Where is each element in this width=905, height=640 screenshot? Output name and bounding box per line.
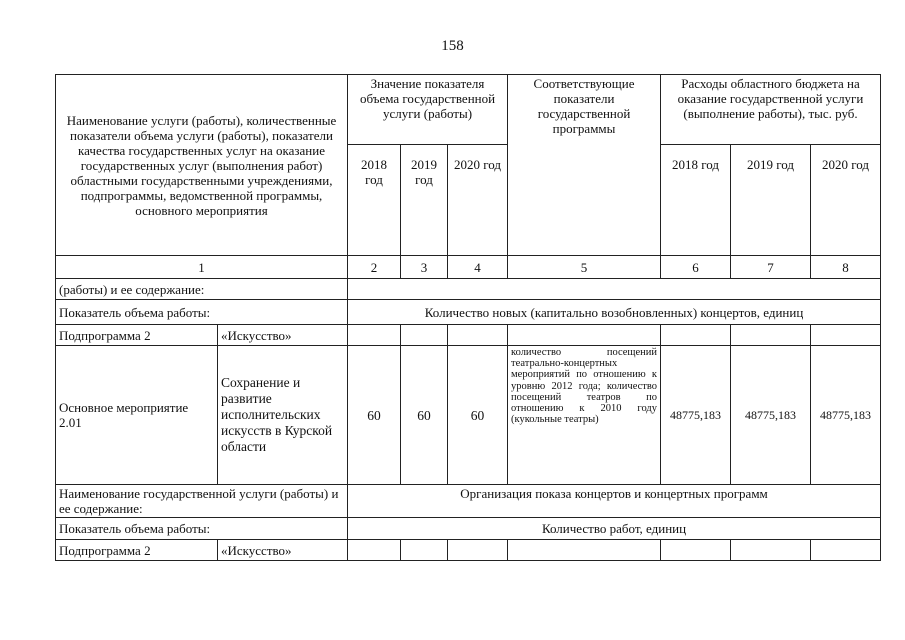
empty-cell bbox=[348, 325, 401, 346]
activity-value-2020: 60 bbox=[448, 346, 508, 485]
empty-cell bbox=[448, 325, 508, 346]
page-number: 158 bbox=[441, 38, 464, 54]
continuation-row bbox=[56, 279, 881, 300]
empty-cell bbox=[661, 325, 731, 346]
empty-cell bbox=[348, 279, 881, 300]
volume-indicator-value: Количество новых (капитально возобновленных) концертов, единиц bbox=[348, 300, 881, 325]
header-service-cell: Наименование услуги (работы), количественные показатели объема услуги (работы), показатели качества государственных услуг на оказание государственных услуг (выполнения работ) областными государственными учреждениями, подпрограммы, ведомственной программы, основного мероприятия bbox=[56, 75, 348, 256]
volume-indicator-label: Показатель объема работы: bbox=[56, 518, 348, 540]
subprogram-row bbox=[56, 540, 881, 561]
subprogram-name: «Искусство» bbox=[218, 325, 348, 346]
volume-year-2019: 2019 год bbox=[401, 145, 448, 256]
header-row-top bbox=[56, 75, 881, 145]
volume-year-2018: 2018 год bbox=[348, 145, 401, 256]
column-number: 1 bbox=[56, 256, 348, 279]
continuation-text: (работы) и ее содержание: bbox=[56, 279, 348, 300]
activity-budget-2019: 48775,183 bbox=[731, 346, 811, 485]
empty-cell bbox=[811, 325, 881, 346]
column-number: 2 bbox=[348, 256, 401, 279]
budget-year-2018: 2018 год bbox=[661, 145, 731, 256]
column-numbers-row bbox=[56, 256, 881, 279]
empty-cell bbox=[661, 540, 731, 561]
budget-year-2019: 2019 год bbox=[731, 145, 811, 256]
header-budget-cell: Расходы областного бюджета на оказание государственной услуги (выполнение работы), тыс. руб. bbox=[661, 75, 881, 145]
activity-value-2019: 60 bbox=[401, 346, 448, 485]
empty-cell bbox=[448, 540, 508, 561]
activity-value-2018: 60 bbox=[348, 346, 401, 485]
activity-budget-2020: 48775,183 bbox=[811, 346, 881, 485]
empty-cell bbox=[401, 325, 448, 346]
empty-cell bbox=[401, 540, 448, 561]
activity-name: Сохранение и развитие исполнительских искусств в Курской области bbox=[218, 346, 348, 485]
subprogram-name: «Искусство» bbox=[218, 540, 348, 561]
service-name-row bbox=[56, 485, 881, 518]
subprogram-row bbox=[56, 325, 881, 346]
header-volume-cell: Значение показателя объема государственной услуги (работы) bbox=[348, 75, 508, 145]
column-number: 3 bbox=[401, 256, 448, 279]
empty-cell bbox=[348, 540, 401, 561]
empty-cell bbox=[508, 325, 661, 346]
volume-indicator-row bbox=[56, 300, 881, 325]
activity-program-indicators: количество посещений театрально-концертных мероприятий по отношению к уровню 2012 года; количество посещений театров по отношению к 2010 году (кукольные театры) bbox=[508, 346, 661, 485]
header-program-cell: Соответствующие показатели государственной программы bbox=[508, 75, 661, 256]
volume-year-2020: 2020 год bbox=[448, 145, 508, 256]
column-number: 6 bbox=[661, 256, 731, 279]
subprogram-label: Подпрограмма 2 bbox=[56, 325, 218, 346]
column-number: 7 bbox=[731, 256, 811, 279]
subprogram-label: Подпрограмма 2 bbox=[56, 540, 218, 561]
empty-cell bbox=[508, 540, 661, 561]
activity-row bbox=[56, 346, 881, 485]
budget-year-2020: 2020 год bbox=[811, 145, 881, 256]
service-name-label: Наименование государственной услуги (работы) и ее содержание: bbox=[56, 485, 348, 518]
service-name-value: Организация показа концертов и концертных программ bbox=[348, 485, 881, 518]
column-number: 4 bbox=[448, 256, 508, 279]
activity-budget-2018: 48775,183 bbox=[661, 346, 731, 485]
empty-cell bbox=[731, 540, 811, 561]
column-number: 8 bbox=[811, 256, 881, 279]
empty-cell bbox=[811, 540, 881, 561]
column-number: 5 bbox=[508, 256, 661, 279]
volume-indicator-row bbox=[56, 518, 881, 540]
empty-cell bbox=[731, 325, 811, 346]
activity-label: Основное мероприятие 2.01 bbox=[56, 346, 218, 485]
budget-table bbox=[55, 74, 881, 561]
volume-indicator-value: Количество работ, единиц bbox=[348, 518, 881, 540]
volume-indicator-label: Показатель объема работы: bbox=[56, 300, 348, 325]
